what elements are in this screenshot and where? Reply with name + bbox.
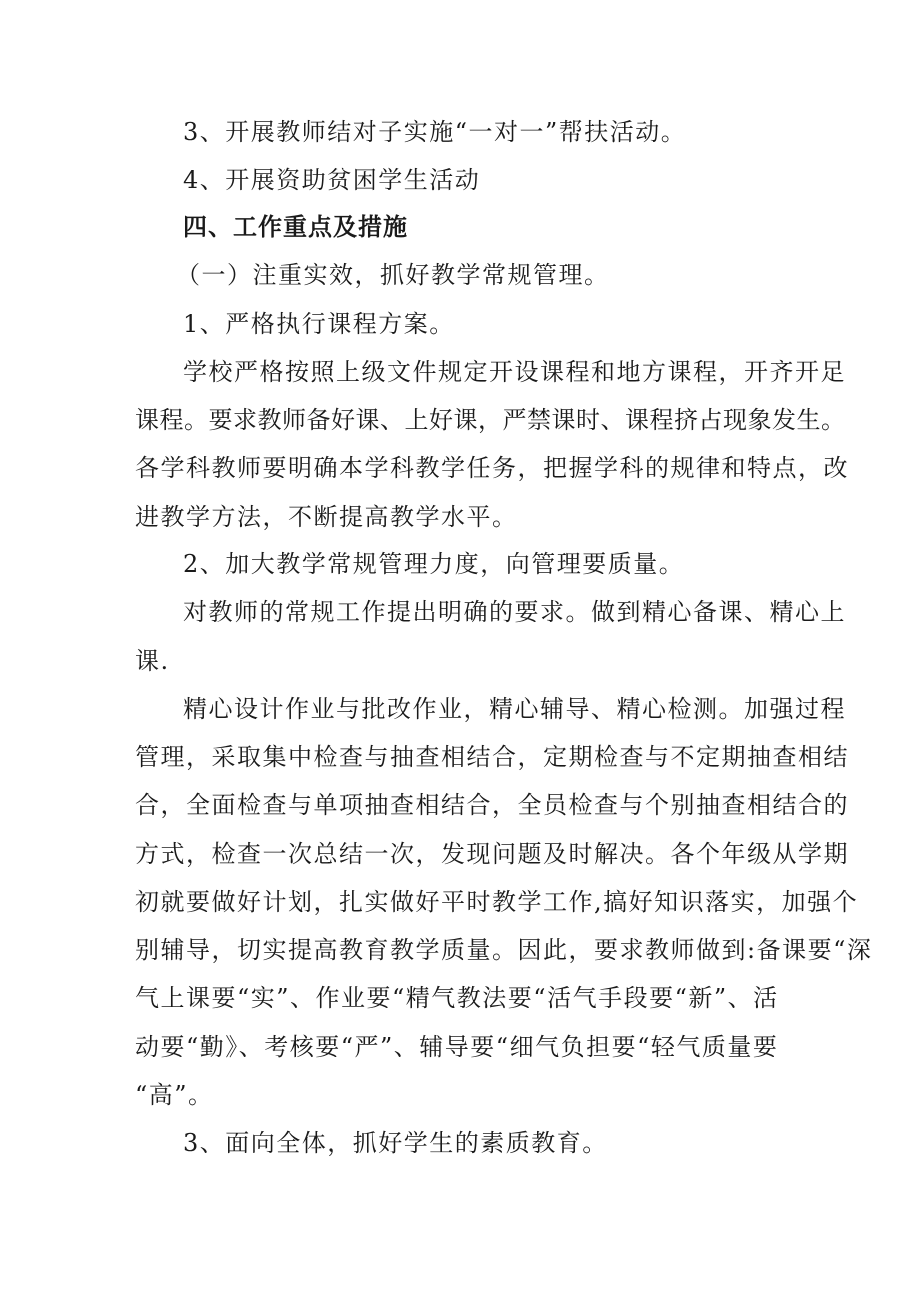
paragraph-3-line-4: 方式，检查一次总结一次，发现问题及时解决。各个年级从学期 bbox=[135, 840, 849, 868]
paragraph-1-line-3: 各学科教师要明确本学科教学任务，把握学科的规律和特点，改 bbox=[135, 454, 849, 482]
section-heading: 四、工作重点及措施 bbox=[183, 213, 408, 241]
paragraph-3-line-7: 气上课要“实”、作业要“精气教法要“活气手段要“新”、活 bbox=[135, 984, 779, 1012]
paragraph-3-line-9: “高”。 bbox=[135, 1081, 214, 1109]
paragraph-3-line-1: 精心设计作业与批改作业，精心辅导、精心检测。加强过程 bbox=[183, 695, 846, 723]
subsection-heading: （一）注重实效，抓好教学常规管理。 bbox=[176, 261, 610, 289]
paragraph-3-line-5: 初就要做好计划，扎实做好平时教学工作,搞好知识落实，加强个 bbox=[135, 888, 859, 916]
text-line-5: 1、严格执行课程方案。 bbox=[183, 310, 455, 338]
paragraph-3-line-8: 动要“勤》、考核要“严”、辅导要“细气负担要“轻气质量要 bbox=[135, 1033, 779, 1061]
paragraph-1-line-1: 学校严格按照上级文件规定开设课程和地方课程，开齐开足 bbox=[183, 358, 846, 386]
paragraph-1-line-2: 课程。要求教师备好课、上好课，严禁课时、课程挤占现象发生。 bbox=[135, 406, 846, 434]
text-line-22: 3、面向全体，抓好学生的素质教育。 bbox=[183, 1129, 608, 1157]
paragraph-2-line-2: 课. bbox=[135, 647, 170, 675]
text-line-1: 3、开展教师结对子实施“一对一”帮扶活动。 bbox=[183, 118, 687, 146]
text-line-2: 4、开展资助贫困学生活动 bbox=[183, 166, 481, 194]
paragraph-1-line-4: 进教学方法，不断提高教学水平。 bbox=[135, 503, 518, 531]
text-line-10: 2、加大教学常规管理力度，向管理要质量。 bbox=[183, 550, 685, 578]
paragraph-3-line-6: 别辅导，切实提高教育教学质量。因此，要求教师做到:备课要“深 bbox=[135, 936, 873, 964]
paragraph-3-line-3: 合，全面检查与单项抽查相结合，全员检查与个别抽查相结合的 bbox=[135, 791, 849, 819]
paragraph-2-line-1: 对教师的常规工作提出明确的要求。做到精心备课、精心上 bbox=[183, 598, 846, 626]
paragraph-3-line-2: 管理，采取集中检查与抽查相结合，定期检查与不定期抽查相结 bbox=[135, 743, 849, 771]
